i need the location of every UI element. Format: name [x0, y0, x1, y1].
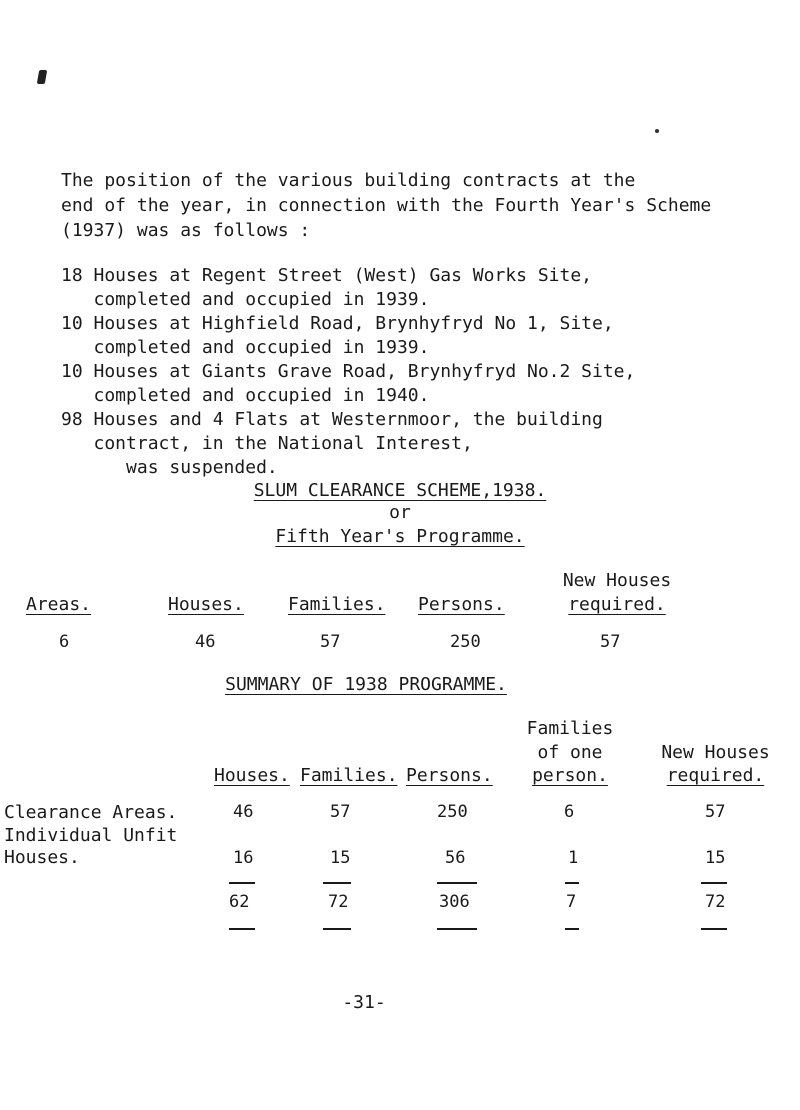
slum-title: SLUM CLEARANCE SCHEME,1938. — [253, 480, 547, 501]
contract-line: 10 Houses at Highfield Road, Brynhyfryd No 1, Site, — [61, 313, 614, 334]
summary-header-person: person. — [532, 765, 608, 786]
slum-or: or — [389, 502, 411, 523]
summary-total: 62 — [229, 892, 250, 912]
contract-line: completed and occupied in 1939. — [61, 337, 430, 358]
summary-header-houses: Houses. — [214, 765, 290, 786]
summary-cell: 16 — [233, 848, 254, 868]
slum-header-required: required. — [568, 594, 666, 615]
slum-value-persons: 250 — [450, 632, 481, 652]
total-rule — [323, 928, 351, 930]
summary-cell: 15 — [330, 848, 351, 868]
page-number: -31- — [342, 992, 386, 1013]
page-speck — [655, 129, 659, 133]
slum-value-new-houses: 57 — [600, 632, 621, 652]
contract-item — [61, 312, 614, 360]
summary-header-families-of-one-2: of one — [537, 742, 603, 763]
total-rule — [701, 928, 727, 930]
contract-item — [61, 408, 603, 480]
contract-line: contract, in the National Interest, — [61, 433, 473, 454]
summary-header-families: Families. — [300, 765, 398, 786]
intro-line: end of the year, in connection with the Fourth Year's Scheme — [61, 195, 712, 216]
contract-line: completed and occupied in 1940. — [61, 385, 430, 406]
summary-cell: 1 — [568, 848, 579, 868]
slum-header-areas: Areas. — [26, 594, 92, 615]
summary-cell: 250 — [437, 802, 468, 822]
slum-header-houses: Houses. — [168, 594, 244, 615]
summary-cell: 46 — [233, 802, 254, 822]
slum-header-persons: Persons. — [418, 594, 505, 615]
intro-line: The position of the various building contracts at the — [61, 170, 636, 191]
contract-line: completed and occupied in 1939. — [61, 289, 430, 310]
summary-cell: 57 — [705, 802, 726, 822]
summary-header-required: required. — [666, 765, 765, 786]
page-mark — [37, 70, 47, 84]
contract-item — [61, 360, 635, 408]
total-rule — [565, 928, 579, 930]
summary-total: 7 — [566, 892, 577, 912]
summary-title: SUMMARY OF 1938 PROGRAMME. — [225, 674, 507, 695]
contract-line: was suspended. — [61, 457, 278, 478]
summary-header-families-of-one-1: Families — [526, 718, 614, 739]
sum-rule — [565, 882, 579, 884]
contract-line: 98 Houses and 4 Flats at Westernmoor, the building — [61, 409, 603, 430]
slum-value-houses: 46 — [195, 632, 216, 652]
contract-line: 18 Houses at Regent Street (West) Gas Works Site, — [61, 265, 593, 286]
summary-row-label: Houses. — [4, 847, 80, 868]
summary-header-new-houses: New Houses — [661, 742, 770, 763]
summary-row-label: Clearance Areas. — [4, 802, 178, 823]
summary-cell: 6 — [564, 802, 575, 822]
summary-total: 72 — [328, 892, 349, 912]
slum-value-families: 57 — [320, 632, 341, 652]
slum-header-families: Families. — [288, 594, 386, 615]
intro-paragraph — [61, 168, 711, 243]
summary-cell: 56 — [445, 848, 466, 868]
sum-rule — [323, 882, 351, 884]
contract-item — [61, 264, 592, 312]
total-rule — [437, 928, 477, 930]
slum-subtitle: Fifth Year's Programme. — [275, 526, 525, 547]
slum-value-areas: 6 — [59, 632, 70, 652]
sum-rule — [437, 882, 477, 884]
summary-header-persons: Persons. — [406, 765, 493, 786]
intro-line: (1937) was as follows : — [61, 220, 311, 241]
sum-rule — [229, 882, 255, 884]
summary-total: 72 — [705, 892, 726, 912]
slum-header-new-houses: New Houses — [562, 570, 672, 591]
summary-row-label: Individual Unfit — [4, 825, 178, 846]
summary-total: 306 — [439, 892, 470, 912]
sum-rule — [701, 882, 727, 884]
total-rule — [229, 928, 255, 930]
contract-line: 10 Houses at Giants Grave Road, Brynhyfryd No.2 Site, — [61, 361, 636, 382]
summary-cell: 15 — [705, 848, 726, 868]
summary-cell: 57 — [330, 802, 351, 822]
